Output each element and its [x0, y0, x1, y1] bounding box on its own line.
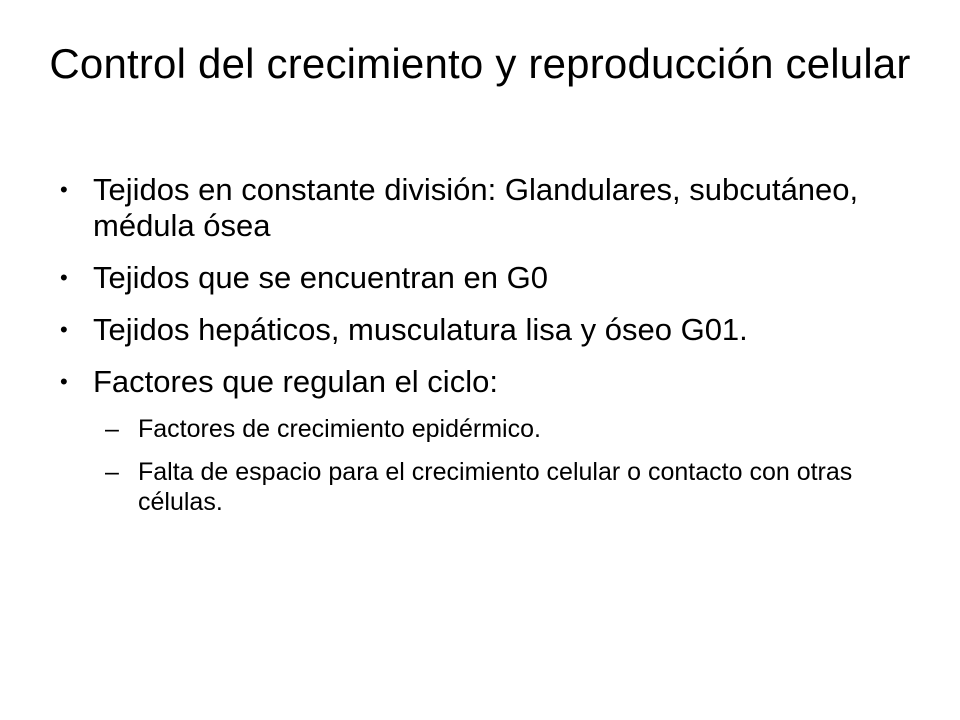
- dash-icon: –: [105, 458, 119, 486]
- bullet-item: [60, 312, 860, 348]
- bullet-item: [60, 364, 860, 400]
- bullet-dot-icon: •: [60, 317, 68, 342]
- bullet-list: [60, 172, 860, 530]
- bullet-dot-icon: •: [60, 177, 68, 202]
- bullet-text: Tejidos en constante división: Glandulares, subcutáneo, médula ósea: [93, 172, 859, 243]
- bullet-text: Factores que regulan el ciclo:: [93, 364, 498, 399]
- sub-bullet-text: Falta de espacio para el crecimiento celular o contacto con otras células.: [138, 458, 853, 516]
- bullet-text: Tejidos que se encuentran en G0: [93, 260, 548, 295]
- sub-bullet-item: [60, 414, 860, 444]
- sub-bullet-text: Factores de crecimiento epidérmico.: [138, 415, 541, 443]
- dash-icon: –: [105, 415, 119, 443]
- slide-title: Control del crecimiento y reproducción celular: [49, 40, 911, 87]
- bullet-item: [60, 260, 860, 296]
- bullet-item: [60, 172, 860, 244]
- bullet-dot-icon: •: [60, 265, 68, 290]
- sub-bullet-item: [60, 457, 860, 517]
- bullet-dot-icon: •: [60, 369, 68, 394]
- bullet-text: Tejidos hepáticos, musculatura lisa y óseo G01.: [93, 312, 748, 347]
